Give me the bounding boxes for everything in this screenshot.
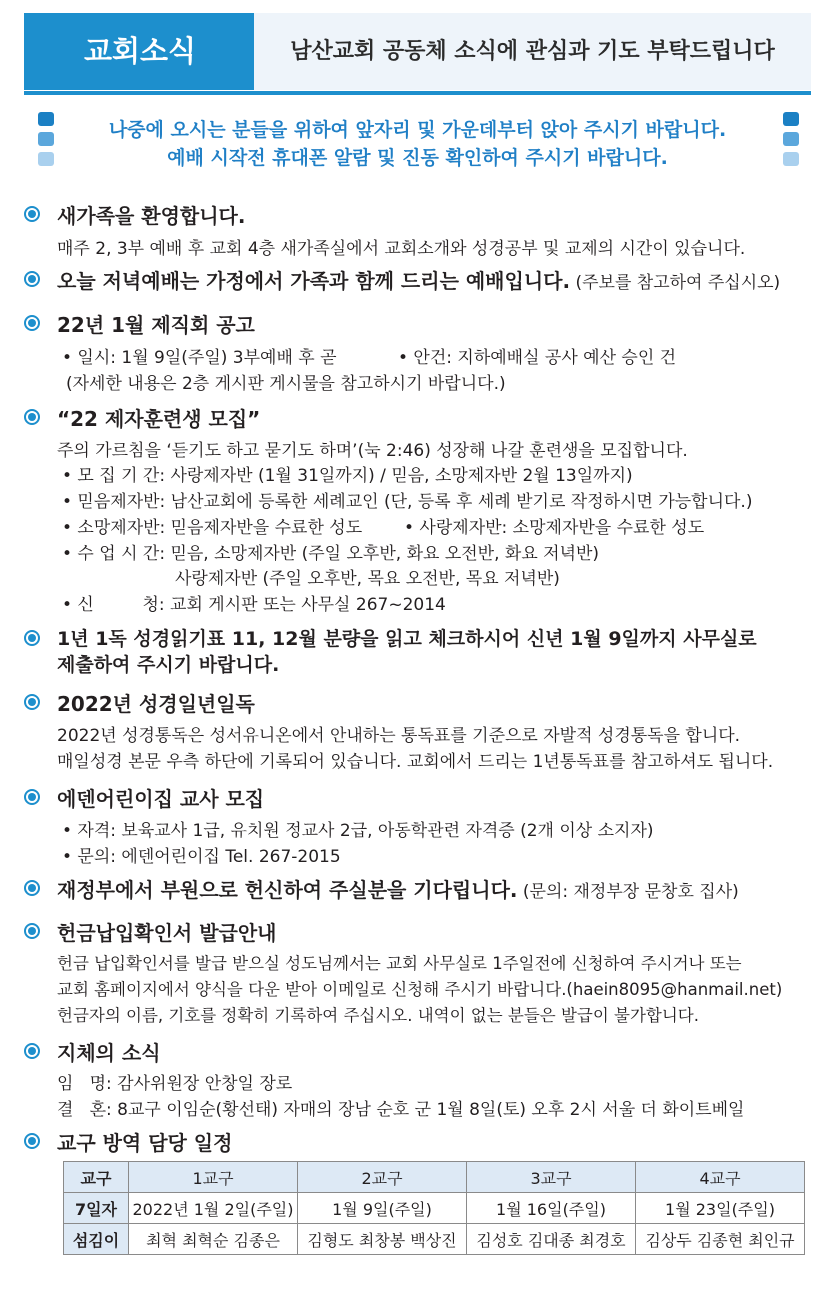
body-news-appointment: 임 명: 감사위원장 안창일 장로 xyxy=(57,1074,293,1094)
blue-ring-bullet-icon xyxy=(24,630,40,646)
blue-ring-bullet-icon xyxy=(24,923,40,939)
disciple-period: • 모 집 기 간: 사랑제자반 (1월 31일까지) / 믿음, 소망제자반 2월 13일까지) xyxy=(62,466,633,486)
disciple-love: • 사랑제자반: 소망제자반을 수료한 성도 xyxy=(404,518,705,538)
council-detail: (자세한 내용은 2층 게시판 게시물을 참고하시기 바랍니다.) xyxy=(66,374,506,394)
table-cell: 최혁 최혁순 김종은 xyxy=(129,1224,298,1255)
notice-line-1: 나중에 오시는 분들을 위하여 앞자리 및 가운데부터 앉아 주시기 바랍니다. xyxy=(108,119,727,141)
item-title-disciple: “22 제자훈련생 모집” xyxy=(57,407,261,431)
blue-square-icon xyxy=(38,152,54,166)
blue-ring-bullet-icon xyxy=(24,206,40,222)
yearly-text-2: 매일성경 본문 우측 하단에 기록되어 있습니다. 교회에서 드리는 1년통독표를 참고하셔도 됩니다. xyxy=(57,752,774,772)
blue-ring-bullet-icon xyxy=(24,789,40,805)
table-cell: 섬김이 xyxy=(64,1224,129,1255)
item-title-finance xyxy=(57,874,739,903)
disciple-class-2: 사랑제자반 (주일 오후반, 목요 오전반, 목요 저녁반) xyxy=(175,569,560,589)
item-title-reading-2: 제출하여 주시기 바랍니다. xyxy=(57,654,280,676)
council-date: • 일시: 1월 9일(주일) 3부예배 후 곧 xyxy=(62,348,337,368)
disciple-faith: • 믿음제자반: 남산교회에 등록한 세례교인 (단, 등록 후 세례 받기로 작정하시면 가능합니다.) xyxy=(62,492,753,512)
table-cell: 2022년 1월 2일(주일) xyxy=(129,1193,298,1224)
item-title-prevention: 교구 방역 담당 일정 xyxy=(57,1131,233,1155)
blue-ring-bullet-icon xyxy=(24,694,40,710)
table-cell: 1월 9일(주일) xyxy=(298,1193,467,1224)
receipt-text-2: 교회 홈페이지에서 양식을 다운 받아 이메일로 신청해 주시기 바랍니다.(haein8095@hanmail.net) xyxy=(57,980,783,999)
eden-contact: • 문의: 에덴어린이집 Tel. 267-2015 xyxy=(62,847,341,867)
table-row xyxy=(64,1193,805,1224)
item-title-yearly: 2022년 성경일년일독 xyxy=(57,692,255,716)
table-cell: 김상두 김종현 최인규 xyxy=(636,1224,805,1255)
header-divider xyxy=(24,91,811,95)
blue-ring-bullet-icon xyxy=(24,880,40,896)
item-title-eden: 에덴어린이집 교사 모집 xyxy=(57,787,265,811)
table-header-cell: 3교구 xyxy=(467,1162,636,1193)
blue-ring-bullet-icon xyxy=(24,409,40,425)
receipt-text-1: 헌금 납입확인서를 발급 받으실 성도님께서는 교회 사무실로 1주일전에 신청하여 주시거나 또는 xyxy=(57,954,742,973)
blue-square-icon xyxy=(38,132,54,146)
blue-ring-bullet-icon xyxy=(24,1043,40,1059)
disciple-class-1: • 수 업 시 간: 믿음, 소망제자반 (주일 오후반, 화요 오전반, 화요 저녁반) xyxy=(62,544,600,564)
table-cell: 1월 23일(주일) xyxy=(636,1193,805,1224)
item-title-evening xyxy=(57,265,780,294)
table-header-cell: 2교구 xyxy=(298,1162,467,1193)
blue-square-icon xyxy=(38,112,54,126)
evening-title: 오늘 저녁예배는 가정에서 가족과 함께 드리는 예배입니다. xyxy=(57,269,571,293)
table-cell: 김형도 최창봉 백상진 xyxy=(298,1224,467,1255)
finance-title: 재정부에서 부원으로 헌신하여 주실분을 기다립니다. xyxy=(57,878,518,902)
eden-qualification: • 자격: 보육교사 1급, 유치원 정교사 2급, 아동학관련 자격증 (2개 이상 소지자) xyxy=(62,821,654,841)
blue-square-icon xyxy=(783,132,799,146)
table-cell: 김성호 김대종 최경호 xyxy=(467,1224,636,1255)
disciple-hope: • 소망제자반: 믿음제자반을 수료한 성도 xyxy=(62,518,363,538)
blue-square-icon xyxy=(783,112,799,126)
table-row xyxy=(64,1224,805,1255)
welcome-text: 매주 2, 3부 예배 후 교회 4층 새가족실에서 교회소개와 성경공부 및 교제의 시간이 있습니다. xyxy=(57,239,746,259)
page-subtitle: 남산교회 공동체 소식에 관심과 기도 부탁드립니다 xyxy=(254,13,811,90)
item-title-reading-1: 1년 1독 성경읽기표 11, 12월 분량을 읽고 체크하시어 신년 1월 9일까지 사무실로 xyxy=(57,628,757,650)
page-title: 교회소식 xyxy=(24,13,254,90)
yearly-text-1: 2022년 성경통독은 성서유니온에서 안내하는 통독표를 기준으로 자발적 성경통독을 합니다. xyxy=(57,726,741,746)
receipt-text-3: 헌금자의 이름, 기호를 정확히 기록하여 주십시오. 내역이 없는 분들은 발급이 불가합니다. xyxy=(57,1006,699,1025)
item-title-receipt: 헌금납입확인서 발급안내 xyxy=(57,921,277,945)
finance-note: (문의: 재정부장 문창호 집사) xyxy=(517,882,739,902)
table-header-cell: 1교구 xyxy=(129,1162,298,1193)
disciple-intro: 주의 가르침을 ‘듣기도 하고 묻기도 하며’(눅 2:46) 성장해 나갈 훈련생을 모집합니다. xyxy=(57,441,688,461)
item-title-welcome: 새가족을 환영합니다. xyxy=(57,204,246,228)
evening-note: (주보를 참고하여 주십시오) xyxy=(570,273,781,293)
body-news-wedding: 결 혼: 8교구 이임순(황선태) 자매의 장남 순호 군 1월 8일(토) 오후 2시 서울 더 화이트베일 xyxy=(57,1100,745,1120)
blue-ring-bullet-icon xyxy=(24,1133,40,1149)
prevention-schedule-table xyxy=(63,1161,805,1255)
page-header xyxy=(0,13,835,96)
table-header-row xyxy=(64,1162,805,1193)
notice-line-2: 예배 시작전 휴대폰 알람 및 진동 확인하여 주시기 바랍니다. xyxy=(167,147,668,169)
blue-ring-bullet-icon xyxy=(24,271,40,287)
blue-ring-bullet-icon xyxy=(24,315,40,331)
council-agenda: • 안건: 지하예배실 공사 예산 승인 건 xyxy=(398,348,677,368)
table-cell: 1월 16일(주일) xyxy=(467,1193,636,1224)
item-title-council: 22년 1월 제직회 공고 xyxy=(57,313,255,337)
item-title-body-news: 지체의 소식 xyxy=(57,1041,161,1065)
notice-box xyxy=(0,108,835,168)
table-header-cell: 교구 xyxy=(64,1162,129,1193)
disciple-apply: • 신 청: 교회 게시판 또는 사무실 267~2014 xyxy=(62,595,446,615)
table-header-cell: 4교구 xyxy=(636,1162,805,1193)
blue-square-icon xyxy=(783,152,799,166)
table-cell: 7일자 xyxy=(64,1193,129,1224)
